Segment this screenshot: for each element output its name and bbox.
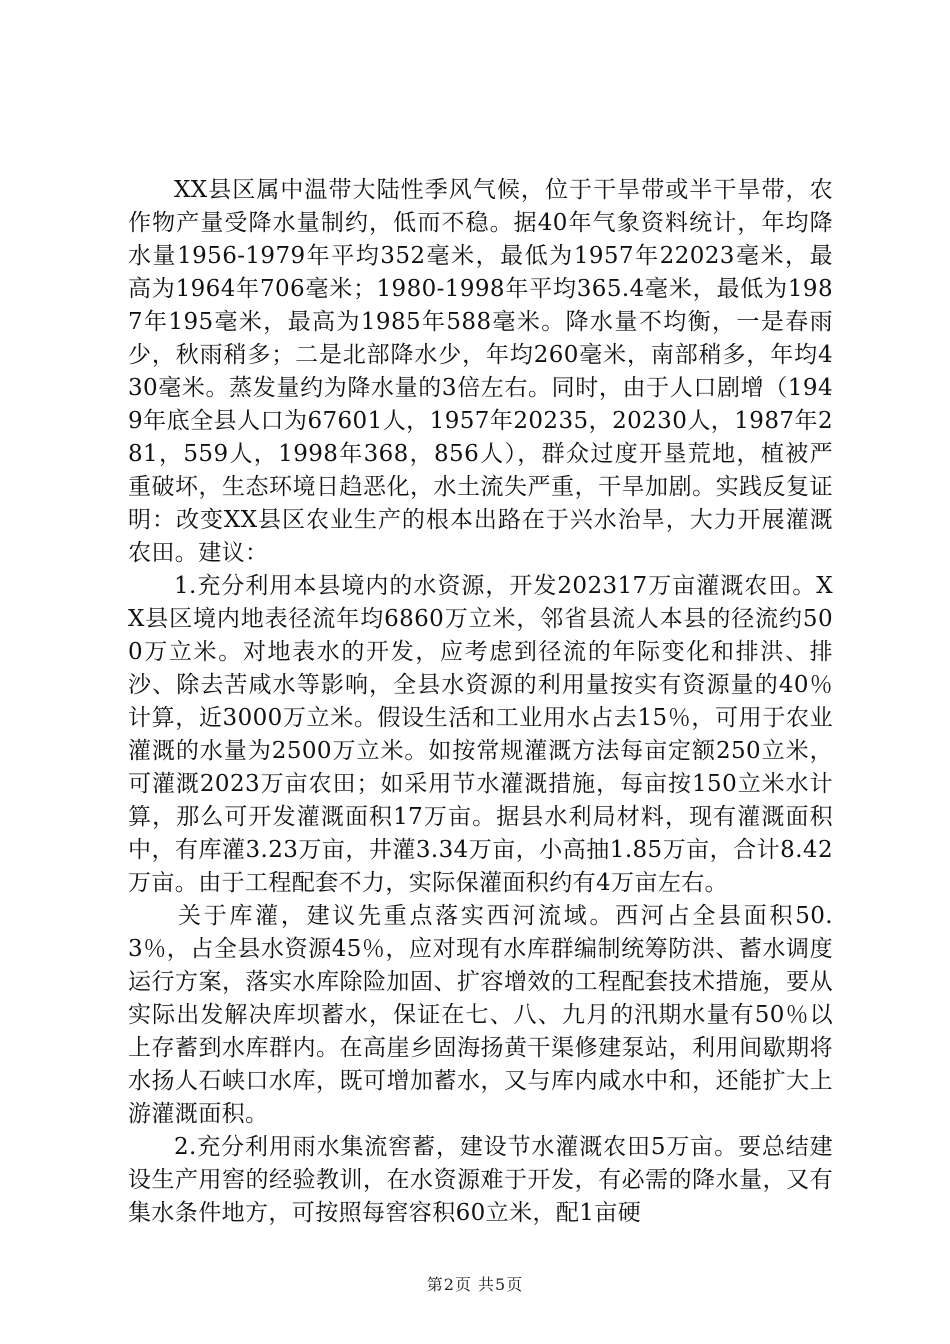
- paragraph-water-resources: 1.充分利用本县境内的水资源，开发202317万亩灌溉农田。XX县区境内地表径流年均6860万立米，邻省县流人本县的径流约500万立米。对地表水的开发，应考虑到径流的年际变化和排洪、排沙、除去苦咸水等影响，全县水资源的利用量按实有资源量的40％计算，近3000万立米。假设生活和工业用水占去15％，可用于农业灌溉的水量为2500万立米。如按常规灌溉方法每亩定额250立米，可灌溉2023万亩农田；如采用节水灌溉措施，每亩按150立米水计算，那么可开发灌溉面积17万亩。据县水利局材料，现有灌溉面积中，有库灌3.23万亩，井灌3.34万亩，小高抽1.85万亩，合计8.42万亩。由于工程配套不力，实际保灌面积约有4万亩左右。: [128, 573, 833, 896]
- paragraph-reservoir-irrigation: 关于库灌，建议先重点落实西河流域。西河占全县面积50.3％，占全县水资源45％，应对现有水库群编制统筹防洪、蓄水调度运行方案，落实水库除险加固、扩容增效的工程配套技术措施，要从实际出发解决库坝蓄水，保证在七、八、九月的汛期水量有50％以上存蓄到水库群内。在高崖乡固海扬黄干渠修建泵站，利用间歇期将水扬人石峡口水库，既可增加蓄水，又与库内咸水中和，还能扩大上游灌溉面积。: [128, 903, 833, 1127]
- document-body: [128, 174, 833, 1230]
- paragraph-rainwater-cellar: 2.充分利用雨水集流窖蓄，建设节水灌溉农田5万亩。要总结建设生产用窖的经验教训，在水资源难于开发，有必需的降水量，又有集水条件地方，可按照每窖容积60立米，配1亩硬: [128, 1134, 833, 1226]
- page-footer: 第2页 共5页: [426, 1275, 524, 1294]
- paragraph-climate: XX县区属中温带大陆性季风气候，位于干旱带或半干旱带，农作物产量受降水量制约，低而不稳。据40年气象资料统计，年均降水量1956-1979年平均352毫米，最低为1957年22023毫米，最高为1964年706毫米；1980-1998年平均365.4毫米，最低为1987年195毫米，最高为1985年588毫米。降水量不均衡，一是春雨少，秋雨稍多；二是北部降水少，年均260毫米，南部稍多，年均430毫米。蒸发量约为降水量的3倍左右。同时，由于人口剧增（1949年底全县人口为67601人，1957年20235，20230人，1987年281，559人，1998年368，856人），群众过度开垦荒地，植被严重破坏，生态环境日趋恶化，水土流失严重，干旱加剧。实践反复证明：改变XX县区农业生产的根本出路在于兴水治旱，大力开展灌溉农田。建议：: [128, 177, 833, 566]
